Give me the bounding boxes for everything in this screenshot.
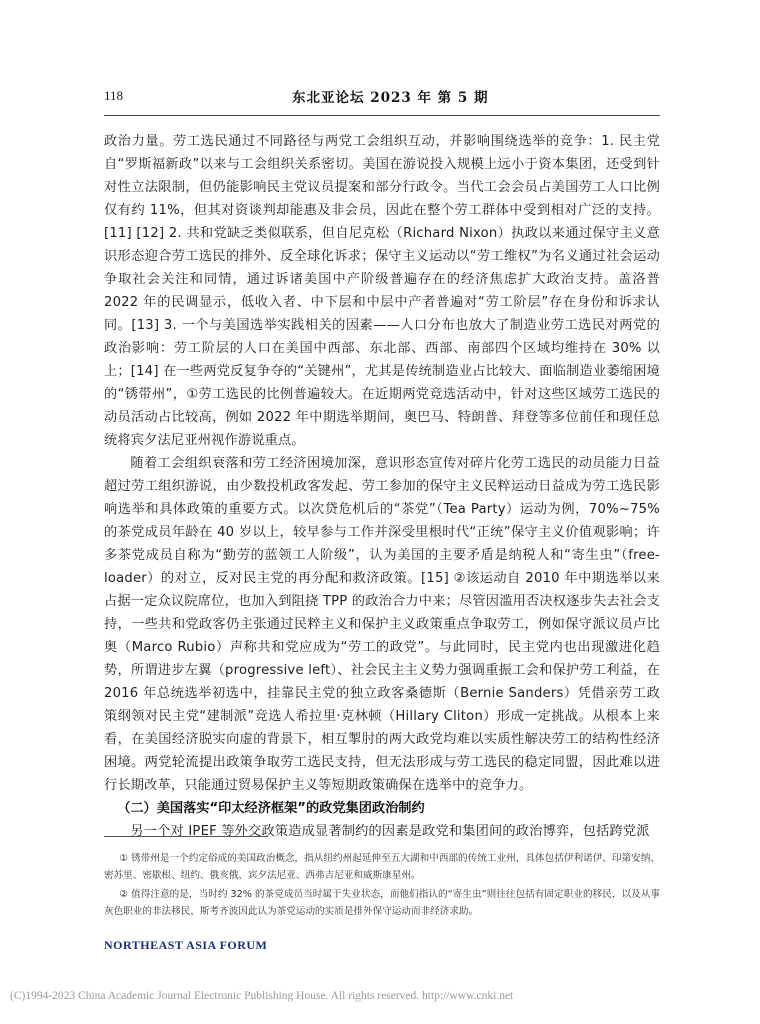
footnotes xyxy=(104,850,660,922)
copyright-notice: (C)1994-2023 China Academic Journal Electronic Publishing House. All rights reserved. http://www.cnki.net xyxy=(10,990,514,1002)
journal-title: 东北亚论坛 2023 年 第 5 期 xyxy=(292,90,489,106)
page-number: 118 xyxy=(104,88,124,103)
footnote-1: ① 锈带州是一个约定俗成的美国政治概念，指从纽约州起延伸至五大湖和中西部的传统工业州，具体包括伊利诺伊、印第安纳、密苏里、密歇根、纽约、俄亥俄、宾夕法尼亚、西弗吉尼亚和威斯康星州。 xyxy=(104,853,660,881)
footer-brand: NORTHEAST ASIA FORUM xyxy=(104,938,268,952)
article-body xyxy=(104,130,660,843)
footnote-divider xyxy=(104,836,268,837)
paragraph-1: 政治力量。劳工选民通过不同路径与两党工会组织互动，并影响围绕选举的竞争：1. 民主党自“罗斯福新政”以来与工会组织关系密切。美国在游说投入规模上远小于资本集团，还受到针对性立法限制，但仍能影响民主党议员提案和部分行政令。当代工会会员占美国劳工人口比例仅有约 11%，但其对资谈判却能惠及非会员，因此在整个劳工群体中受到相对广泛的支持。[11] [12] 2. 共和党缺乏类似联系，但自尼克松（Richard Nixon）执政以来通过保守主义意识形态迎合劳工选民的排外、反全球化诉求；保守主义运动以“劳工维权”为名义通过社会运动争取社会关注和同情，通过诉诸美国中产阶级普遍存在的经济焦虑扩大政治支持。盖洛普 2022 年的民调显示，低收入者、中下层和中层中产者普遍对“劳工阶层”存在身份和诉求认同。[13] 3. 一个与美国选举实践相关的因素——人口分布也放大了制造业劳工选民对两党的政治影响：劳工阶层的人口在美国中西部、东北部、西部、南部四个区域均维持在 30% 以上；[14] 在一些两党反复争夺的“关键州”，尤其是传统制造业占比较大、面临制造业萎缩困境的“锈带州”，①劳工选民的比例普遍较大。在近期两党竞选活动中，针对这些区域劳工选民的动员活动占比较高，例如 2022 年中期选举期间，奥巴马、特朗普、拜登等多位前任和现任总统将宾夕法尼亚州视作游说重点。 xyxy=(104,134,660,448)
closing-line: 另一个对 IPEF 等外交政策造成显著制约的因素是政党和集团间的政治博弈，包括跨党派 xyxy=(130,824,650,839)
header-rule xyxy=(104,115,660,116)
page-header xyxy=(104,86,660,108)
section-heading: （二）美国落实“印太经济框架”的政党集团政治制约 xyxy=(117,801,425,816)
paragraph-2: 随着工会组织衰落和劳工经济困境加深，意识形态宣传对碎片化劳工选民的动员能力日益超过劳工组织游说，由少数投机政客发起、劳工参加的保守主义民粹运动日益成为劳工选民影响选举和具体政策的重要方式。以次贷危机后的“茶党”（Tea Party）运动为例，70%~75% 的茶党成员年龄在 40 岁以上，较早参与工作并深受里根时代“正统”保守主义价值观影响；许多茶党成员自称为“勤劳的蓝领工人阶级”，认为美国的主要矛盾是纳税人和“寄生虫”（free-loader）的对立，反对民主党的再分配和救济政策。[15] ②该运动自 2010 年中期选举以来占据一定众议院席位，也加入到阻挠 TPP 的政治合力中来；尽管因滥用否决权逐步失去社会支持，一些共和党政客仍主张通过民粹主义和保护主义政策重点争取劳工，例如保守派议员卢比奥（Marco Rubio）声称共和党应成为“劳工的政党”。与此同时，民主党内也出现激进化趋势，所谓进步左翼（progressive left）、社会民主主义势力强调重振工会和保护劳工利益，在 2016 年总统选举初选中，挂靠民主党的独立政客桑德斯（Bernie Sanders）凭借亲劳工政策纲领对民主党“建制派”竞选人希拉里·克林顿（Hillary Cliton）形成一定挑战。从根本上来看，在美国经济脱实向虚的背景下，相互掣肘的两大政党均难以实质性解决劳工的结构性经济困境。两党轮流提出政策争取劳工选民支持，但无法形成与劳工选民的稳定同盟，因此难以进行长期改革，只能通过贸易保护主义等短期政策确保在选举中的竞争力。 xyxy=(104,456,660,793)
footnote-2: ② 值得注意的是，当时约 32% 的茶党成员当时属于失业状态，而他们指认的“寄生虫”则往往包括有固定职业的移民，以及从事灰色职业的非法移民，斯考齐波因此认为茶党运动的实质是排外保守运动而非经济求助。 xyxy=(104,889,660,917)
